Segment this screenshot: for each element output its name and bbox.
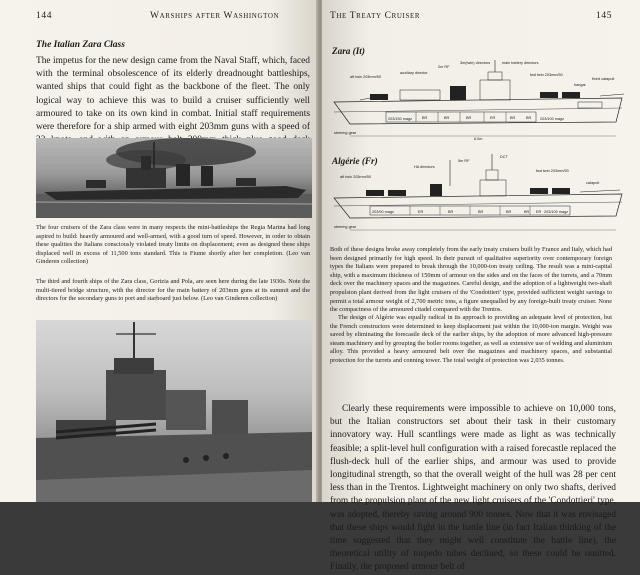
algerie-profile-diagram (330, 146, 630, 236)
left-page-number: 144 (36, 11, 53, 21)
algerie-annot-11: BR (506, 210, 512, 214)
left-body-text: The impetus for the new design came from the Naval Staff, which, faced with the terminal obsolescence of its elderly dreadnought battleships, wanted ships that could fight as the backbone of the fleet. The only logical way to achieve this was to build a cruiser sufficiently well armoured to take on its own kind in combat. Initial staff requirements were therefore for a ship armed with eight 203mm guns with a speed of (36, 56, 310, 133)
zara-annot-15: BR (526, 116, 532, 120)
algerie-annot-6: catapult (586, 181, 600, 185)
right-body-text: Clearly these requirements were impossible to achieve on 10,000 tons, but the Italian constructors set about their task in their customary innovatory way. Hull scantlings were made as light as was technically feasible; a split-level hull configuration with a raised forecastle replaced the flush-deck hull of the earlier ships, and armour was used to provide longitudinal strength, so that the overall weight of the hull was 28 per cent less than in the Trentos. Lightweight machinery on only two shafts, derived from the propulsion plant of the new light cruisers of the 'Condottieri' type, was adopted, thereby saving around 900 tonnes. Now that it was envisaged that these ships would fight in the battle line (in fact Italian thinking of the time suggested that they might well constitute the battle line), the theoretical utility of torpedo tubes declined, so these could be omitted. Finally, the proposed armour belt of (330, 404, 616, 573)
ship-silhouette-icon (36, 138, 312, 218)
zara-annot-9: 203/150 magz (388, 117, 413, 121)
zara-annot-7: hangar (574, 83, 586, 87)
right-text-block: Both of these designs broke away completely from the early treaty cruisers built by France and Italy, which had been designed primarily for high speed. In their pursuit of qualitative superiority over contemporary foreign types the Italians were prepared to break through the 10,000-ton treaty ceiling. The result was a mini-capital ship, with a maximum thickness of 150mm of armour on the sides and on the faces of the turrets, and a 70mm deck over the machinery spaces and the magazines. Careful design, and the adoption of a lightweight two-shaft propulsion plant derived from the light cruisers of the 'Condottieri' type, provided sufficient weight savings to permit a total armour weight of 2,700 metric tons, a figure unequalled by any foreign-built treaty cruiser. None the compactness of the armoured citadel compared with the Trentos. (330, 246, 612, 314)
algerie-annot-9: BR (448, 210, 454, 214)
zara-annot-11: BR (444, 116, 450, 120)
algerie-annot-5: fwd twin 203mm/50 (536, 169, 569, 173)
zara-annot-3: 2m RF (438, 65, 450, 69)
right-running-head: The Treaty Cruiser (330, 11, 421, 21)
algerie-annot-7: 203/90 magz (372, 210, 394, 214)
algerie-diagram-label: Algérie (Fr) (332, 156, 378, 166)
zara-annot-12: BR (466, 116, 472, 120)
right-page-number: 145 (596, 11, 613, 21)
right-text-block-2: The design of Algérie was equally radical in its approach to providing an adequate level of protection, but the French constructors were determined to keep displacement just within the 10,000-ton margin. Weight was saved by eliminating the forecastle deck of the earlier ships, by the adoption of more advanced high-pressure steam machinery and by grouping the boiler rooms together, as well as extensive use of welding and aluminium alloy. This provided a heavy armoured belt over the magazines and machinery spaces, and substantial protection for the turrets and conning tower. The total weight of protection was 2,035 tonnes. (330, 314, 612, 364)
algerie-annot-15: steering gear (334, 225, 357, 229)
zara-annot-17: steering gear (334, 131, 357, 135)
algerie-annot-8: ER (418, 210, 424, 214)
algerie-annot-4: DCT (500, 155, 508, 159)
photo-fiume-cruiser (36, 138, 312, 218)
zara-profile-diagram (330, 56, 630, 146)
algerie-annot-10: BR (478, 210, 484, 214)
caption-fiume: The four cruisers of the Zara class were in many respects the mini-battleships the Regia Marina had long aspired to build: heavily armoured and well-armed, with a good turn of speed. However, in order to obtain these qualities the Italians consciously violated treaty limits on displacement; even as designed these ships displaced well in excess of 11,500 tons standard. This is Fiume shortly after her completion. (Leo van Ginderen collection) (36, 224, 310, 266)
zara-annot-13: ER (490, 116, 496, 120)
zara-annot-5: main battery directors (502, 61, 539, 65)
zara-annot-2: auxiliary director (400, 71, 428, 75)
zara-annot-18: 6.0m (474, 137, 483, 141)
zara-annot-1: aft twin 203mm/50 (350, 75, 382, 79)
zara-diagram-label: Zara (It) (332, 46, 365, 56)
right-page (322, 0, 640, 573)
algerie-annot-2: HA directors (414, 165, 435, 169)
zara-annot-14: BR (510, 116, 516, 120)
zara-annot-4: 3m(twin) directors (460, 61, 491, 65)
algerie-annot-1: aft twin 203mm/50 (340, 175, 372, 179)
algerie-annot-13: ER (536, 210, 542, 214)
zara-annot-16: 203/100 magz (540, 117, 565, 121)
caption-gorizia-pola: The third and fourth ships of the Zara class, Gorizia and Pola, are seen here during the late 1930s. Note the multi-tiered bridge structure, with the director for the main battery of 203mm guns at its summit and the directors for the secondary guns to port and starboard just below. (Leo van Ginderen collection) (36, 278, 310, 303)
zara-annot-6: fwd twin 203mm/50 (530, 73, 563, 77)
left-page (0, 0, 318, 502)
zara-annot-10: BR (422, 116, 428, 120)
photo-gorizia-pola (36, 320, 312, 502)
ship-bridge-icon (36, 320, 312, 502)
algerie-annot-12: BR (524, 210, 530, 214)
algerie-annot-3: 5m RF (458, 159, 470, 163)
left-running-head: Warships after Washington (150, 11, 280, 21)
section-title: The Italian Zara Class (36, 40, 125, 50)
algerie-annot-14: 203/100 magz (544, 210, 569, 214)
zara-annot-8: fixed catapult (592, 77, 615, 81)
